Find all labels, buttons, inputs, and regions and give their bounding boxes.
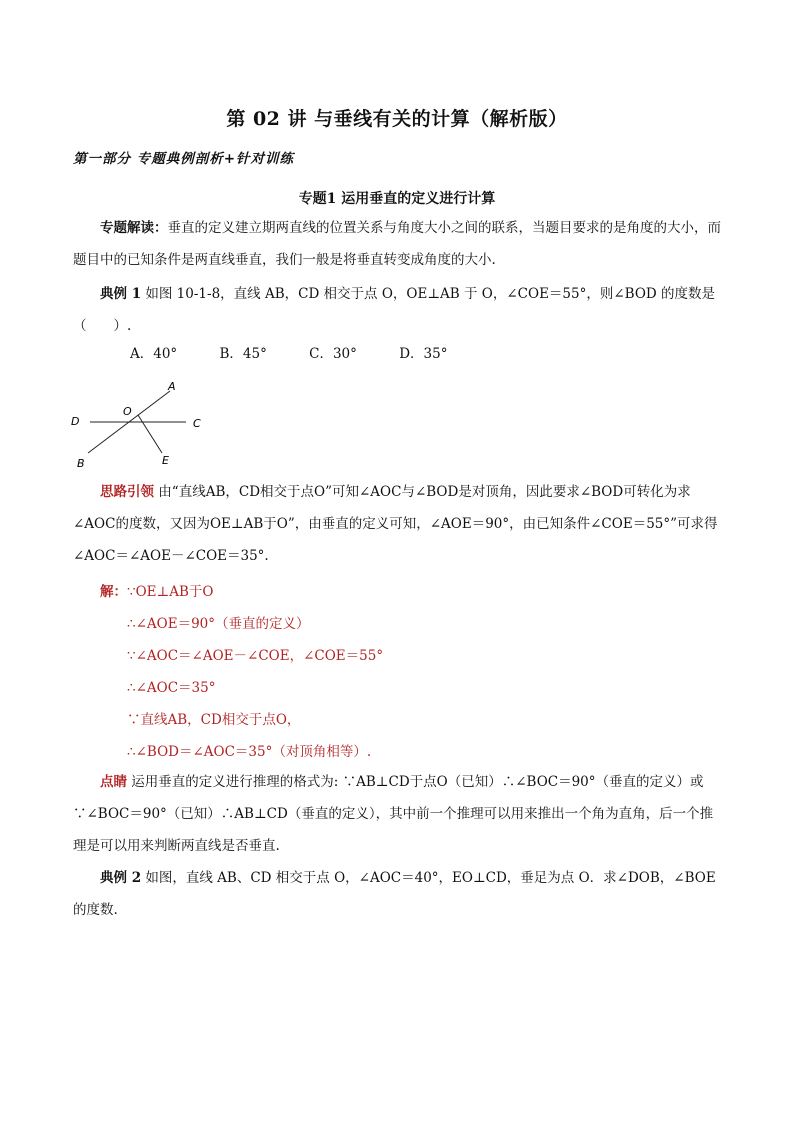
example1-paragraph	[73, 278, 723, 342]
note-text: 运用垂直的定义进行推理的格式为: ∵AB⊥CD于点O（已知）∴∠BOC＝90°（垂直的定义）或∵∠BOC＝90°（已知）∴AB⊥CD（垂直的定义），其中前一个推理可以用来推出一个角为直角，后一个推理是可以用来判断两直线是否垂直.	[73, 774, 714, 854]
thinking-text: 由“直线AB，CD相交于点O”可知∠AOC与∠BOD是对顶角，因此要求∠BOD可转化为求∠AOC的度数，又因为OE⊥AB于O”，由垂直的定义可知，∠AOE＝90°，由已知条件∠COE＝55°”可求得∠AOC＝∠AOE－∠COE＝35°.	[73, 484, 718, 564]
intro-label: 专题解读：	[100, 220, 168, 236]
note-label: 点睛	[100, 774, 127, 790]
solution-line-1: 解：∵OE⊥AB于O	[100, 584, 214, 600]
label-e: E	[162, 454, 169, 467]
option-d: D．35°	[399, 346, 448, 362]
label-c: C	[193, 417, 201, 430]
solution-line-6: ∴∠BOD＝∠AOC＝35°（对顶角相等）.	[127, 744, 372, 760]
example1-options	[130, 342, 485, 362]
example1-text: 如图 10-1-8，直线 AB，CD 相交于点 O，OE⊥AB 于 O，∠COE＝55°，则∠BOD 的度数是（ ）.	[73, 286, 716, 334]
label-o: O	[123, 405, 132, 418]
label-a: A	[168, 380, 176, 393]
topic-heading: 专题1 运用垂直的定义进行计算	[298, 191, 496, 207]
solution-label: 解：	[100, 584, 127, 600]
intro-paragraph	[73, 212, 723, 276]
option-b: B．45°	[219, 346, 267, 362]
page-title: 第 02 讲 与垂线有关的计算（解析版）	[226, 108, 568, 130]
solution-line-5: ∵直线AB，CD相交于点O，	[127, 712, 301, 728]
solution-line-4: ∴∠AOC＝35°	[127, 680, 216, 696]
example2-paragraph	[73, 862, 723, 926]
thinking-paragraph	[73, 476, 723, 572]
example2-text: 如图，直线 AB、CD 相交于点 O，∠AOC＝40°，EO⊥CD，垂足为点 O．求∠DOB，∠BOE 的度数.	[73, 870, 716, 918]
option-a: A．40°	[130, 346, 178, 362]
geometry-figure	[66, 375, 216, 475]
example1-label: 典例 1	[100, 286, 142, 302]
solution-line-3: ∵∠AOC＝∠AOE－∠COE，∠COE＝55°	[127, 648, 384, 664]
solution-line-2: ∴∠AOE＝90°（垂直的定义）	[127, 616, 310, 632]
line-oe	[138, 415, 162, 453]
label-d: D	[71, 415, 80, 428]
part-heading: 第一部分 专题典例剖析+针对训练	[73, 151, 295, 167]
example2-label: 典例 2	[100, 870, 142, 886]
label-b: B	[77, 457, 85, 470]
note-paragraph	[73, 766, 723, 862]
option-c: C．30°	[309, 346, 357, 362]
intro-text: 垂直的定义建立期两直线的位置关系与角度大小之间的联系，当题目要求的是角度的大小，而题目中的已知条件是两直线垂直，我们一般是将垂直转变成角度的大小.	[73, 220, 721, 268]
thinking-label: 思路引领	[100, 484, 154, 500]
